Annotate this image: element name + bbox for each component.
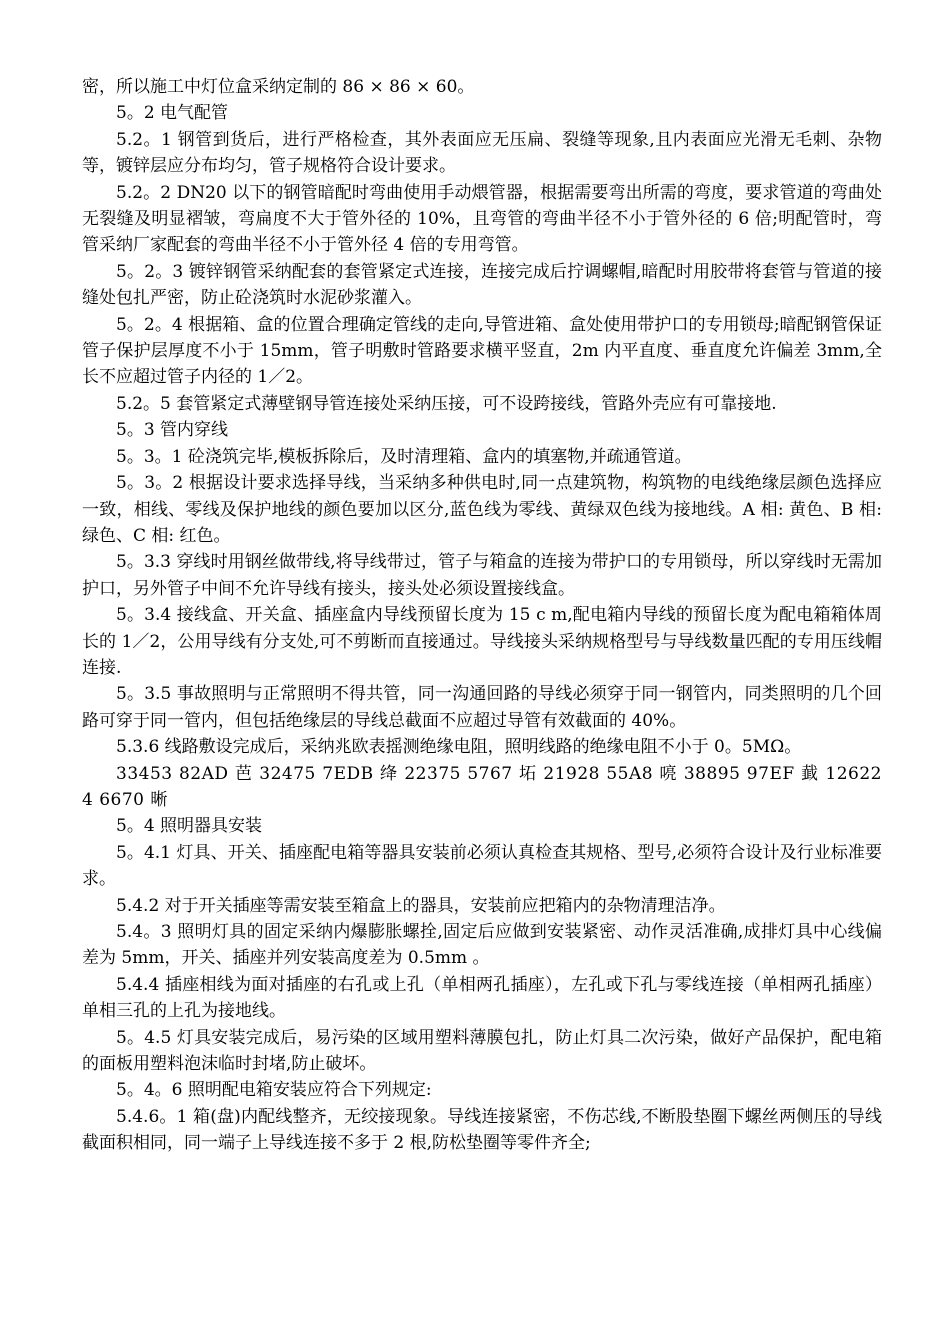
body-paragraph: 5。4 照明器具安装: [116, 816, 263, 837]
document-page: [82, 74, 882, 1157]
body-paragraph: 5。4.1 灯具、开关、插座配电箱等器具安装前必须认真检查其规格、型号,必须符合设计及行业标准要求。: [82, 842, 882, 890]
body-paragraph: 5.4.4 插座相线为面对插座的右孔或上孔（单相两孔插座），左孔或下孔与零线连接（单相两孔插座）单相三孔的上孔为接地线。: [82, 974, 882, 1022]
body-paragraph: 5.2。5 套管紧定式薄壁钢导管连接处采纳压接，可不设跨接线，管路外壳应有可靠接地.: [116, 393, 777, 414]
body-paragraph: 5.2。1 钢管到货后，进行严格检查，其外表面应无压扁、裂缝等现象,且内表面应光滑无毛刺、杂物等，镀锌层应分布均匀，管子规格符合设计要求。: [82, 129, 882, 177]
body-paragraph: 5.4.6。1 箱(盘)内配线整齐，无绞接现象。导线连接紧密，不伤芯线,不断股垫圈下螺丝两侧压的导线截面积相同，同一端子上导线连接不多于 2 根,防松垫圈等零件齐全;: [82, 1106, 882, 1154]
body-paragraph: 5。2 电气配管: [116, 103, 229, 124]
body-paragraph: 5。3.5 事故照明与正常照明不得共管，同一沟通回路的导线必须穿于同一钢管内，同类照明的几个回路可穿于同一管内，但包括绝缘层的导线总截面不应超过导管有效截面的 40%。: [82, 684, 882, 731]
body-paragraph: 5。2。3 镀锌钢管采纳配套的套管紧定式连接，连接完成后拧调螺帽,暗配时用胶带将套管与管道的接缝处包扎严密，防止砼浇筑时水泥砂浆灌入。: [82, 261, 882, 309]
garbled-text-line: 33453 82AD 芭 32475 7EDB 绛 22375 5767 坧 21928 55A8 喨 38895 97EF 韯 126224 6670 晰: [82, 763, 882, 810]
body-paragraph: 5.3.6 线路敷设完成后，采纳兆欧表摇测绝缘电阻，照明线路的绝缘电阻不小于 0。5MΩ。: [116, 737, 802, 758]
body-paragraph: 5.2。2 DN20 以下的钢管暗配时弯曲使用手动煨管器，根据需要弯出所需的弯度，要求管道的弯曲处无裂缝及明显褶皱，弯扁度不大于管外径的 10%，且弯管的弯曲半径不小于管外径的 6 倍;明配管时，弯管采纳厂家配套的弯曲半径不小于管外径 4 倍的专用弯管。: [82, 182, 882, 256]
body-paragraph: 5。2。4 根据箱、盒的位置合理确定管线的走向,导管进箱、盒处使用带护口的专用锁母;暗配钢管保证管子保护层厚度不小于 15mm，管子明敷时管路要求横平竖直，2m 内平直度、垂直度允许偏差 3mm,全长不应超过管子内径的 1／2。: [82, 314, 882, 388]
body-paragraph: 5。3.4 接线盒、开关盒、插座盒内导线预留长度为 15 c m,配电箱内导线的预留长度为配电箱箱体周长的 1／2，公用导线有分支处,可不剪断而直接通过。导线接头采纳规格型号与导线数量匹配的专用压线帽连接.: [82, 605, 882, 678]
body-paragraph: 5。3.3 穿线时用钢丝做带线,将导线带过，管子与箱盒的连接为带护口的专用锁母，所以穿线时无需加护口，另外管子中间不允许导线有接头，接头处必须设置接线盒。: [82, 552, 882, 599]
body-paragraph: 5.4.2 对于开关插座等需安装至箱盒上的器具，安装前应把箱内的杂物清理洁净。: [116, 895, 726, 916]
body-paragraph: 密，所以施工中灯位盒采纳定制的 86 × 86 × 60。: [82, 77, 475, 97]
body-paragraph: 5。3。1 砼浇筑完毕,模板拆除后，及时清理箱、盒内的填塞物,并疏通管道。: [116, 446, 692, 467]
body-paragraph: 5。3。2 根据设计要求选择导线，当采纳多种供电时,同一点建筑物，构筑物的电线绝缘层颜色选择应一致，相线、零线及保护地线的颜色要加以区分,蓝色线为零线、黄绿双色线为接地线。A 相: 黄色、B 相: 绿色、C 相: 红色。: [82, 473, 882, 546]
body-paragraph: 5.4。3 照明灯具的固定采纳内爆膨胀螺拴,固定后应做到安装紧密、动作灵活准确,成排灯具中心线偏差为 5mm，开关、插座并列安装高度差为 0.5mm 。: [82, 922, 882, 969]
body-paragraph: 5。4。6 照明配电箱安装应符合下列规定:: [116, 1080, 432, 1101]
body-paragraph: 5。4.5 灯具安装完成后，易污染的区域用塑料薄膜包扎，防止灯具二次污染，做好产品保护，配电箱的面板用塑料泡沫临时封堵,防止破坏。: [82, 1027, 882, 1075]
body-paragraph: 5。3 管内穿线: [116, 420, 229, 441]
